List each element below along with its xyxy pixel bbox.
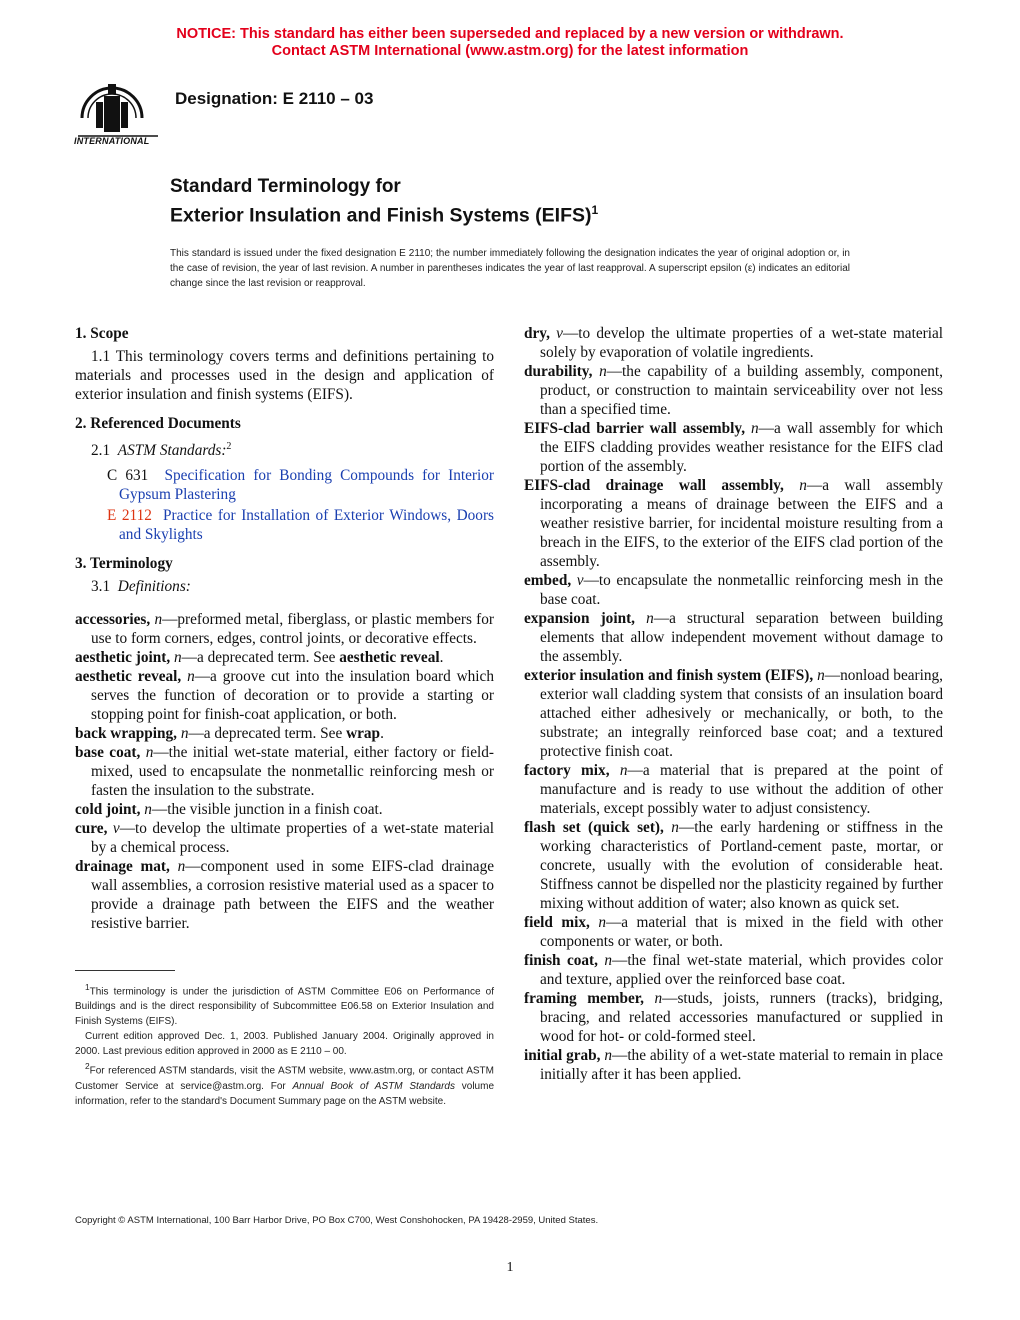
part-of-speech: n [144, 801, 152, 819]
definition-end: . [380, 725, 384, 743]
footnote-divider [75, 970, 175, 971]
definition-entry [75, 610, 494, 648]
part-of-speech: n [751, 420, 759, 437]
part-of-speech: v [556, 325, 563, 342]
title-footnote-ref: 1 [591, 203, 599, 217]
footnote-2-text-b: volume information, refer to the standard's Document Summary page on the ASTM website. [75, 1080, 494, 1107]
definition-entry [524, 609, 943, 666]
notice-line-2: Contact ASTM International (www.astm.org) for the latest information [271, 43, 749, 59]
definition-entry [524, 951, 943, 989]
definition-entry [75, 743, 494, 800]
withdrawal-notice [0, 26, 1020, 60]
term: initial grab, [524, 1047, 601, 1064]
part-of-speech: n [177, 858, 186, 876]
definition-text: —the final wet-state material, which provides color and texture, applied over the reinforced base coat. [540, 952, 944, 988]
logo-text: INTERNATIONAL [74, 136, 150, 146]
part-of-speech: n [604, 1047, 613, 1064]
part-of-speech: n [619, 762, 628, 779]
definition-entry [524, 324, 943, 362]
footnote-2-mark: 2 [85, 1061, 90, 1072]
see-term: aesthetic reveal [339, 649, 440, 667]
definition-text: —studs, joists, runners (tracks), bridging, bracing, and related accessories manufactured or supplied in wood for hot- or cold-formed steel. [540, 990, 943, 1045]
issued-statement: This standard is issued under the fixed designation E 2110; the number immediately following the designation indicates the year of original adoption or, in the case of revision, the year of last revision. A number in parentheses indicates the year of last reapproval. A superscript epsilon (ε) indicates an editorial change since the last revision or reapproval. [170, 248, 850, 289]
part-of-speech: n [145, 744, 154, 762]
referenced-doc[interactable] [91, 466, 494, 504]
footnote-2-text-a: For referenced ASTM standards, visit the ASTM website, www.astm.org, or contact ASTM Customer Service at service@astm.org. For [75, 1065, 494, 1092]
definition-entry [524, 666, 943, 761]
definition-entry [524, 419, 943, 476]
footnote-1 [75, 980, 494, 1029]
part-of-speech: n [654, 990, 663, 1007]
term: base coat, [75, 744, 141, 762]
see-term: wrap [346, 725, 381, 743]
left-column [75, 324, 494, 933]
definition-text: —the early hardening or stiffness in the working characteristics of Portland-cement paste, mortar, or concrete, usually with the evolution of considerable heat. Stiffness cannot be dispelled nor the plasticity regained by further mixing without addition of water; also known as quick set. [540, 819, 943, 912]
term: factory mix, [524, 762, 610, 779]
term: durability, [524, 363, 593, 380]
term: EIFS-clad barrier wall assembly, [524, 420, 746, 437]
definition-entry [75, 800, 494, 819]
definitions-list-left [75, 610, 494, 933]
definition-text: —to develop the ultimate properties of a wet-state material by a chemical process. [91, 820, 495, 857]
scope-heading: 1. Scope [75, 325, 129, 342]
definition-text: —the capability of a building assembly, component, product, or construction to maintain serviceability over not less than a specified time. [540, 363, 944, 418]
part-of-speech: v [112, 820, 120, 838]
term: expansion joint, [524, 610, 636, 627]
definitions-list-right [524, 324, 943, 1084]
term: framing member, [524, 990, 644, 1007]
footnote-2-italic: Annual Book of ASTM Standards [292, 1080, 455, 1092]
doc-title-link[interactable]: Practice for Installation of Exterior Windows, Doors and Skylights [119, 507, 494, 544]
term: finish coat, [524, 952, 598, 969]
footnotes [75, 980, 494, 1109]
part-of-speech: n [599, 363, 607, 380]
part-of-speech: n [154, 611, 163, 629]
referenced-docs-heading: 2. Referenced Documents [75, 415, 241, 432]
sub-footnote-ref: 2 [226, 441, 232, 452]
definition-text: —the ability of a wet-state material to remain in place initially after it has been applied. [540, 1047, 943, 1083]
sub-number: 2.1 [91, 442, 111, 460]
definition-text: —a structural separation between building elements that allow independent movement without damage to the assembly. [540, 610, 944, 665]
copyright-line: Copyright © ASTM International, 100 Barr Harbor Drive, PO Box C700, West Conshohocken, PA 19428-2959, United States. [75, 1215, 599, 1226]
term: accessories, [75, 611, 151, 629]
title-line-2 [170, 198, 598, 229]
definition-text: —a material that is mixed in the field with other components or water, or both. [540, 914, 944, 950]
doc-code: E 2112 [107, 507, 152, 525]
definition-text: —a groove cut into the insulation board which serves the function of decoration or to provide a starting or stopping point for finish-coat application, or both. [91, 668, 494, 724]
doc-title-link[interactable]: Specification for Bonding Compounds for Interior Gypsum Plastering [119, 467, 494, 504]
definition-text: —the initial wet-state material, either factory or field-mixed, used to encapsulate the nonmetallic reinforcing mesh or fasten the insulation to the substrate. [91, 744, 495, 800]
part-of-speech: n [180, 725, 189, 743]
part-of-speech: n [598, 914, 606, 931]
part-of-speech: n [187, 668, 195, 686]
part-of-speech: n [646, 610, 654, 627]
definition-entry [524, 913, 943, 951]
definition-text: —a wall assembly for which the EIFS cladding provides weather resistance for the EIFS clad portion of the assembly. [540, 420, 943, 475]
right-column [524, 324, 943, 1084]
notice-line-1: NOTICE: This standard has either been superseded and replaced by a new version or withdrawn. [176, 26, 844, 42]
page-number: 1 [506, 1260, 514, 1275]
definition-text: —to encapsulate the nonmetallic reinforcing mesh in the base coat. [540, 572, 943, 608]
definition-entry [75, 724, 494, 743]
sub-label: Definitions: [117, 578, 191, 596]
definition-text: —a deprecated term. See [181, 649, 340, 667]
footnote-1-text: This terminology is under the jurisdiction of ASTM Committee E06 on Performance of Buildings and is the direct responsibility of Subcommittee E06.58 on Exterior Insulation and Finish Systems (EIFS). [75, 986, 494, 1028]
part-of-speech: n [817, 667, 825, 684]
footnote-1b: Current edition approved Dec. 1, 2003. Published January 2004. Originally approved in 2000. Last previous edition approved in 2000 as E 2110 – 00. [75, 1031, 494, 1058]
scope-paragraph: 1.1 This terminology covers terms and definitions pertaining to materials and processes used in the design and application of exterior insulation and finish systems (EIFS). [75, 348, 494, 403]
terminology-heading: 3. Terminology [75, 555, 173, 573]
designation: Designation: E 2110 – 03 [175, 89, 374, 108]
term: cold joint, [75, 801, 141, 819]
sub-number: 3.1 [91, 578, 111, 596]
title-line-1: Standard Terminology for [170, 176, 401, 197]
astm-logo [74, 74, 164, 152]
term: EIFS-clad drainage wall assembly, [524, 477, 784, 494]
term: embed, [524, 572, 572, 589]
footnote-2 [75, 1059, 494, 1108]
definition-text: —a deprecated term. See [188, 725, 347, 743]
definition-entry [524, 818, 943, 913]
definition-entry [75, 667, 494, 724]
term: drainage mat, [75, 858, 170, 876]
definition-text: —the visible junction in a finish coat. [151, 801, 383, 819]
title-line-2-text: Exterior Insulation and Finish Systems (EIFS) [170, 204, 592, 227]
footnote-1-mark: 1 [85, 982, 90, 992]
term: dry, [524, 325, 550, 342]
definition-entry [524, 362, 943, 419]
doc-code: C 631 [107, 467, 149, 485]
definition-text: —to develop the ultimate properties of a wet-state material solely by evaporation of volatile ingredients. [540, 325, 943, 361]
definition-entry [75, 857, 494, 933]
term: field mix, [524, 914, 590, 931]
term: flash set (quick set), [524, 819, 664, 836]
definition-text: —a wall assembly incorporating a means of drainage between the EIFS and a weather resistive barrier, for incidental moisture resulting from a breach in the EIFS, to the exterior of the EIFS clad portion of the assembly. [540, 477, 943, 570]
definition-entry [524, 571, 943, 609]
term: exterior insulation and finish system (EIFS), [524, 667, 814, 684]
part-of-speech: v [576, 572, 584, 589]
part-of-speech: n [799, 477, 807, 494]
definition-entry [524, 476, 943, 571]
astm-standards-subheading [91, 437, 494, 460]
definition-entry [75, 819, 494, 857]
term: back wrapping, [75, 725, 178, 743]
definition-text: —a material that is prepared at the point of manufacture and is ready to use without the addition of other materials, except possibly water to adjust consistency. [540, 762, 943, 817]
page-title [170, 175, 598, 229]
definition-entry [524, 1046, 943, 1084]
definition-text: —preformed metal, fiberglass, or plastic members for use to form corners, edges, control joints, or decorative effects. [91, 611, 494, 648]
definitions-subheading [91, 577, 494, 596]
sub-label: ASTM Standards: [117, 442, 227, 460]
part-of-speech: n [604, 952, 613, 969]
definition-entry [75, 648, 494, 667]
referenced-doc[interactable] [91, 506, 494, 544]
part-of-speech: n [671, 819, 679, 836]
term: aesthetic reveal, [75, 668, 182, 686]
definition-end: . [439, 649, 444, 667]
definition-entry [524, 989, 943, 1046]
definition-text: —component used in some EIFS-clad drainage wall assemblies, a corrosion resistive material used as a spacer to provide a drainage path between the EIFS and the weather resistive barrier. [91, 858, 495, 933]
definition-text: —nonload bearing, exterior wall cladding system that consists of an insulation board attached either adhesively or mechanically, or both, to the substrate; an integrally reinforced base coat; and a textured protective finish coat. [540, 667, 943, 760]
term: cure, [75, 820, 108, 838]
definition-entry [524, 761, 943, 818]
part-of-speech: n [174, 649, 182, 667]
term: aesthetic joint, [75, 649, 171, 667]
